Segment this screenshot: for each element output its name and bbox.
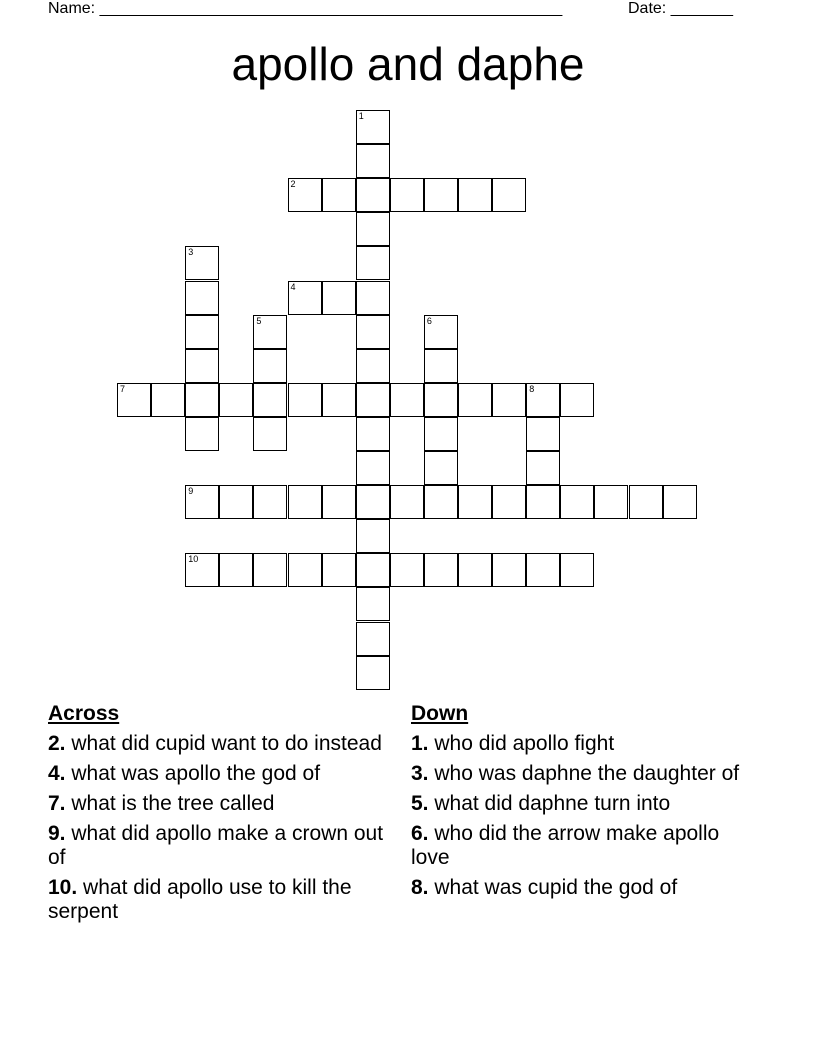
cell-number: 9 <box>188 486 194 497</box>
grid-cell[interactable] <box>219 485 253 519</box>
down-clue <box>411 732 751 756</box>
across-clue <box>48 792 388 816</box>
grid-cell[interactable] <box>424 178 458 212</box>
grid-cell[interactable] <box>253 383 287 417</box>
grid-cell[interactable] <box>356 519 390 553</box>
grid-cell[interactable] <box>492 178 526 212</box>
grid-cell[interactable] <box>322 383 356 417</box>
grid-cell[interactable] <box>356 281 390 315</box>
clue-number: 10. <box>48 876 78 899</box>
grid-cell[interactable] <box>219 383 253 417</box>
down-clue <box>411 762 751 786</box>
cell-number: 2 <box>290 179 296 190</box>
grid-cell[interactable] <box>560 553 594 587</box>
grid-cell[interactable] <box>253 485 287 519</box>
cell-number: 7 <box>120 383 126 394</box>
grid-cell[interactable] <box>288 178 322 212</box>
grid-cell[interactable] <box>526 485 560 519</box>
grid-cell[interactable] <box>219 553 253 587</box>
clue-text: what did cupid want to do instead <box>71 732 382 755</box>
down-clues <box>411 702 751 906</box>
grid-cell[interactable] <box>424 417 458 451</box>
down-clue <box>411 792 751 816</box>
grid-cell[interactable] <box>356 587 390 621</box>
grid-cell[interactable] <box>322 485 356 519</box>
cell-number: 10 <box>188 554 199 565</box>
grid-cell[interactable] <box>322 281 356 315</box>
cell-number: 4 <box>290 281 296 292</box>
grid-cell[interactable] <box>526 383 560 417</box>
grid-cell[interactable] <box>390 553 424 587</box>
down-heading: Down <box>411 702 469 725</box>
grid-cell[interactable] <box>288 553 322 587</box>
grid-cell[interactable] <box>560 485 594 519</box>
grid-cell[interactable] <box>356 178 390 212</box>
grid-cell[interactable] <box>458 485 492 519</box>
clue-number: 1. <box>411 732 429 755</box>
grid-cell[interactable] <box>458 178 492 212</box>
cell-number: 3 <box>188 247 194 258</box>
clue-number: 3. <box>411 762 429 785</box>
grid-cell[interactable] <box>424 383 458 417</box>
grid-cell[interactable] <box>526 553 560 587</box>
grid-cell[interactable] <box>526 451 560 485</box>
clue-text: what was apollo the god of <box>71 762 321 785</box>
down-clue <box>411 822 751 870</box>
grid-cell[interactable] <box>185 485 219 519</box>
grid-cell[interactable] <box>288 485 322 519</box>
clue-number: 7. <box>48 792 66 815</box>
grid-cell[interactable] <box>492 485 526 519</box>
grid-cell[interactable] <box>356 485 390 519</box>
grid-cell[interactable] <box>594 485 628 519</box>
grid-cell[interactable] <box>356 144 390 178</box>
clue-text: who did apollo fight <box>434 732 615 755</box>
grid-cell[interactable] <box>185 315 219 349</box>
grid-cell[interactable] <box>322 178 356 212</box>
date-field-label[interactable]: Date: _______ <box>628 0 733 17</box>
grid-cell[interactable] <box>356 622 390 656</box>
grid-cell[interactable] <box>253 315 287 349</box>
clue-text: what did daphne turn into <box>434 792 671 815</box>
down-clue <box>411 876 751 900</box>
grid-cell[interactable] <box>492 383 526 417</box>
clue-text: who was daphne the daughter of <box>434 762 740 785</box>
grid-cell[interactable] <box>356 553 390 587</box>
name-field-label[interactable]: Name: ____________________________________________________ <box>48 0 563 17</box>
across-heading: Across <box>48 702 120 725</box>
clue-number: 2. <box>48 732 66 755</box>
grid-cell[interactable] <box>424 553 458 587</box>
grid-cell[interactable] <box>356 212 390 246</box>
grid-cell[interactable] <box>185 246 219 280</box>
grid-cell[interactable] <box>151 383 185 417</box>
grid-cell[interactable] <box>492 553 526 587</box>
grid-cell[interactable] <box>560 383 594 417</box>
grid-cell[interactable] <box>356 315 390 349</box>
grid-cell[interactable] <box>458 383 492 417</box>
grid-cell[interactable] <box>390 383 424 417</box>
grid-cell[interactable] <box>288 383 322 417</box>
across-clue <box>48 876 388 924</box>
grid-cell[interactable] <box>390 485 424 519</box>
grid-cell[interactable] <box>356 246 390 280</box>
clue-number: 9. <box>48 822 66 845</box>
cell-number: 1 <box>358 111 364 121</box>
across-clues <box>48 702 388 930</box>
grid-cell[interactable] <box>424 451 458 485</box>
grid-cell[interactable] <box>185 553 219 587</box>
clue-number: 5. <box>411 792 429 815</box>
cell-number: 6 <box>426 315 432 326</box>
grid-cell[interactable] <box>288 281 322 315</box>
clue-text: what was cupid the god of <box>434 876 678 899</box>
cell-number: 5 <box>256 315 262 326</box>
grid-cell[interactable] <box>253 553 287 587</box>
grid-cell[interactable] <box>253 417 287 451</box>
cell-number: 8 <box>529 383 535 394</box>
grid-cell[interactable] <box>117 383 151 417</box>
clue-text: what did apollo use to kill the serpent <box>48 876 352 923</box>
clue-text: what is the tree called <box>71 792 275 815</box>
grid-cell[interactable] <box>356 417 390 451</box>
grid-cell[interactable] <box>629 485 663 519</box>
across-clue <box>48 732 388 756</box>
grid-cell[interactable] <box>356 451 390 485</box>
grid-cell[interactable] <box>424 349 458 383</box>
clue-text: what did apollo make a crown out of <box>48 822 384 869</box>
clue-number: 8. <box>411 876 429 899</box>
grid-cell[interactable] <box>185 417 219 451</box>
across-clue <box>48 822 388 870</box>
grid-cell[interactable] <box>322 553 356 587</box>
clue-number: 4. <box>48 762 66 785</box>
grid-cell[interactable] <box>663 485 697 519</box>
grid-cell[interactable] <box>458 553 492 587</box>
grid-cell[interactable] <box>526 417 560 451</box>
puzzle-title: apollo and daphe <box>231 38 585 90</box>
clue-number: 6. <box>411 822 429 845</box>
clue-text: who did the arrow make apollo love <box>411 822 720 869</box>
across-clue <box>48 762 388 786</box>
grid-cell[interactable] <box>356 110 390 144</box>
grid-cell[interactable] <box>185 383 219 417</box>
grid-cell[interactable] <box>424 315 458 349</box>
grid-cell[interactable] <box>356 383 390 417</box>
grid-cell[interactable] <box>185 349 219 383</box>
grid-cell[interactable] <box>185 281 219 315</box>
grid-cell[interactable] <box>356 349 390 383</box>
grid-cell[interactable] <box>253 349 287 383</box>
grid-cell[interactable] <box>424 485 458 519</box>
grid-cell[interactable] <box>390 178 424 212</box>
grid-cell[interactable] <box>356 656 390 690</box>
